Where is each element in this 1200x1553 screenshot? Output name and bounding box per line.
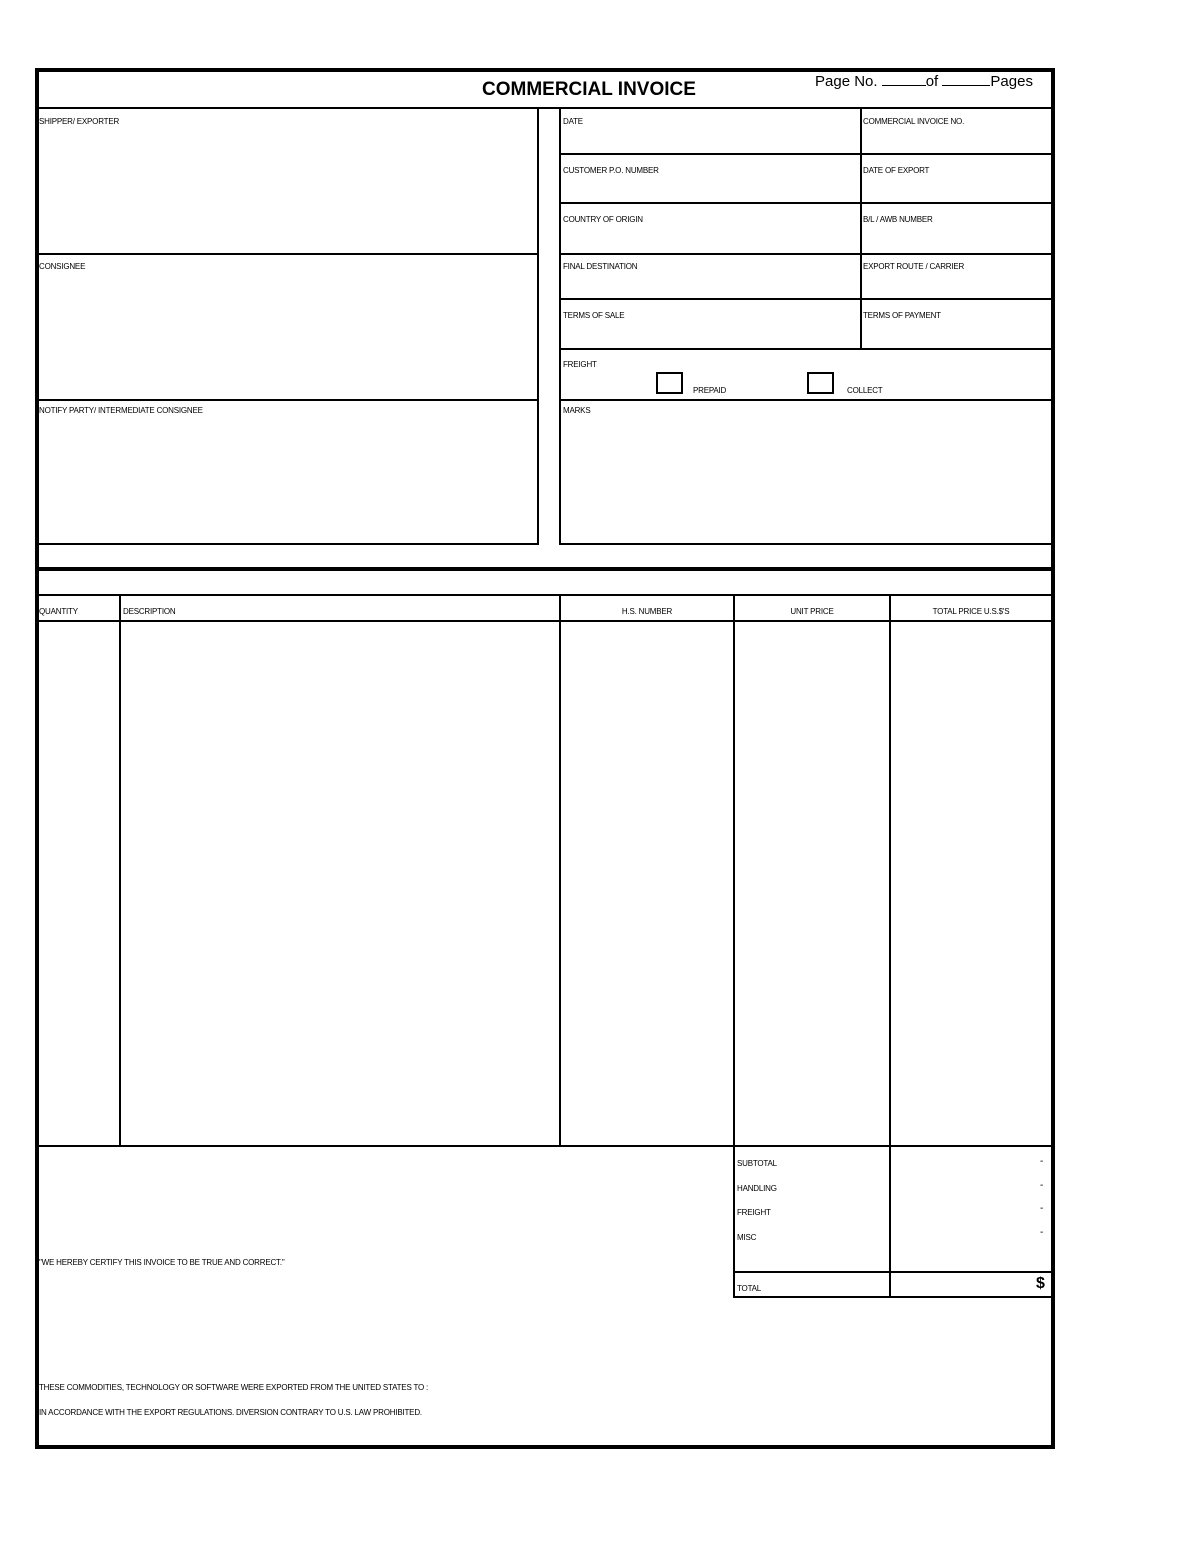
collect-checkbox[interactable] (807, 372, 834, 394)
total-label: TOTAL (737, 1284, 762, 1293)
date-label: DATE (563, 117, 583, 126)
marks-label: MARKS (563, 406, 591, 415)
misc-value: - (1040, 1227, 1044, 1238)
prepaid-checkbox[interactable] (656, 372, 683, 394)
date-field[interactable] (561, 109, 860, 153)
date-of-export-field[interactable] (862, 155, 1051, 202)
total-currency-symbol: $ (1036, 1275, 1045, 1292)
freight-value: - (1040, 1203, 1044, 1214)
final-destination-label: FINAL DESTINATION (563, 262, 638, 271)
column-header-unit-price: UNIT PRICE (790, 607, 834, 616)
country-of-origin-field[interactable] (561, 204, 860, 253)
description-column-cells[interactable] (121, 622, 559, 1145)
pages-label: Pages (990, 73, 1033, 90)
column-header-quantity: QUANTITY (39, 607, 78, 616)
terms-of-payment-field[interactable] (862, 300, 1051, 348)
quantity-column-cells[interactable] (39, 622, 119, 1145)
bl-awb-number-label: B/L / AWB NUMBER (863, 215, 933, 224)
terms-of-payment-label: TERMS OF PAYMENT (863, 311, 941, 320)
of-label: of (925, 73, 939, 90)
collect-label: COLLECT (847, 386, 883, 395)
customer-po-number-label: CUSTOMER P.O. NUMBER (563, 166, 659, 175)
signature-area[interactable] (39, 1300, 729, 1370)
terms-of-sale-field[interactable] (561, 300, 860, 348)
page-number-line (815, 72, 1033, 90)
bl-awb-number-field[interactable] (862, 204, 1051, 253)
page-title: COMMERCIAL INVOICE (482, 79, 696, 100)
notify-party-field[interactable] (39, 401, 537, 543)
terms-of-sale-label: TERMS OF SALE (563, 311, 625, 320)
notify-party-label: NOTIFY PARTY/ INTERMEDIATE CONSIGNEE (39, 406, 203, 415)
misc-label: MISC (737, 1233, 757, 1242)
freight-label: FREIGHT (563, 360, 597, 369)
export-route-carrier-label: EXPORT ROUTE / CARRIER (863, 262, 965, 271)
export-statement-line-1: THESE COMMODITIES, TECHNOLOGY OR SOFTWARE WERE EXPORTED FROM THE UNITED STATES TO : (39, 1383, 429, 1392)
total-price-column-cells[interactable] (891, 622, 1051, 1145)
customer-po-number-field[interactable] (561, 155, 860, 202)
export-statement-line-2: IN ACCORDANCE WITH THE EXPORT REGULATIONS. DIVERSION CONTRARY TO U.S. LAW PROHIBITED. (39, 1408, 422, 1417)
column-header-hs-number: H.S. NUMBER (621, 607, 673, 616)
shipper-exporter-field[interactable] (39, 109, 537, 253)
subtotal-label: SUBTOTAL (737, 1159, 777, 1168)
handling-label: HANDLING (737, 1184, 777, 1193)
page-number-field[interactable] (882, 72, 926, 86)
total-value-field[interactable] (891, 1273, 1031, 1296)
handling-value: - (1040, 1180, 1044, 1191)
subtotal-value: - (1040, 1156, 1044, 1167)
column-header-description: DESCRIPTION (123, 607, 176, 616)
consignee-field[interactable] (39, 255, 537, 399)
commercial-invoice-no-field[interactable] (862, 109, 1051, 153)
page-no-label: Page No. (815, 73, 878, 90)
unit-price-column-cells[interactable] (735, 622, 889, 1145)
marks-field[interactable] (561, 401, 1051, 543)
shipper-exporter-label: SHIPPER/ EXPORTER (39, 117, 120, 126)
total-pages-field[interactable] (942, 72, 990, 86)
prepaid-label: PREPAID (693, 386, 727, 395)
consignee-label: CONSIGNEE (39, 262, 86, 271)
country-of-origin-label: COUNTRY OF ORIGIN (563, 215, 643, 224)
hs-number-column-cells[interactable] (561, 622, 733, 1145)
date-of-export-label: DATE OF EXPORT (863, 166, 930, 175)
commercial-invoice-no-label: COMMERCIAL INVOICE NO. (863, 117, 965, 126)
column-header-total-price: TOTAL PRICE U.S.$'S (932, 607, 1010, 616)
certification-statement: "WE HEREBY CERTIFY THIS INVOICE TO BE TRUE AND CORRECT." (39, 1258, 285, 1267)
freight-total-label: FREIGHT (737, 1208, 771, 1217)
